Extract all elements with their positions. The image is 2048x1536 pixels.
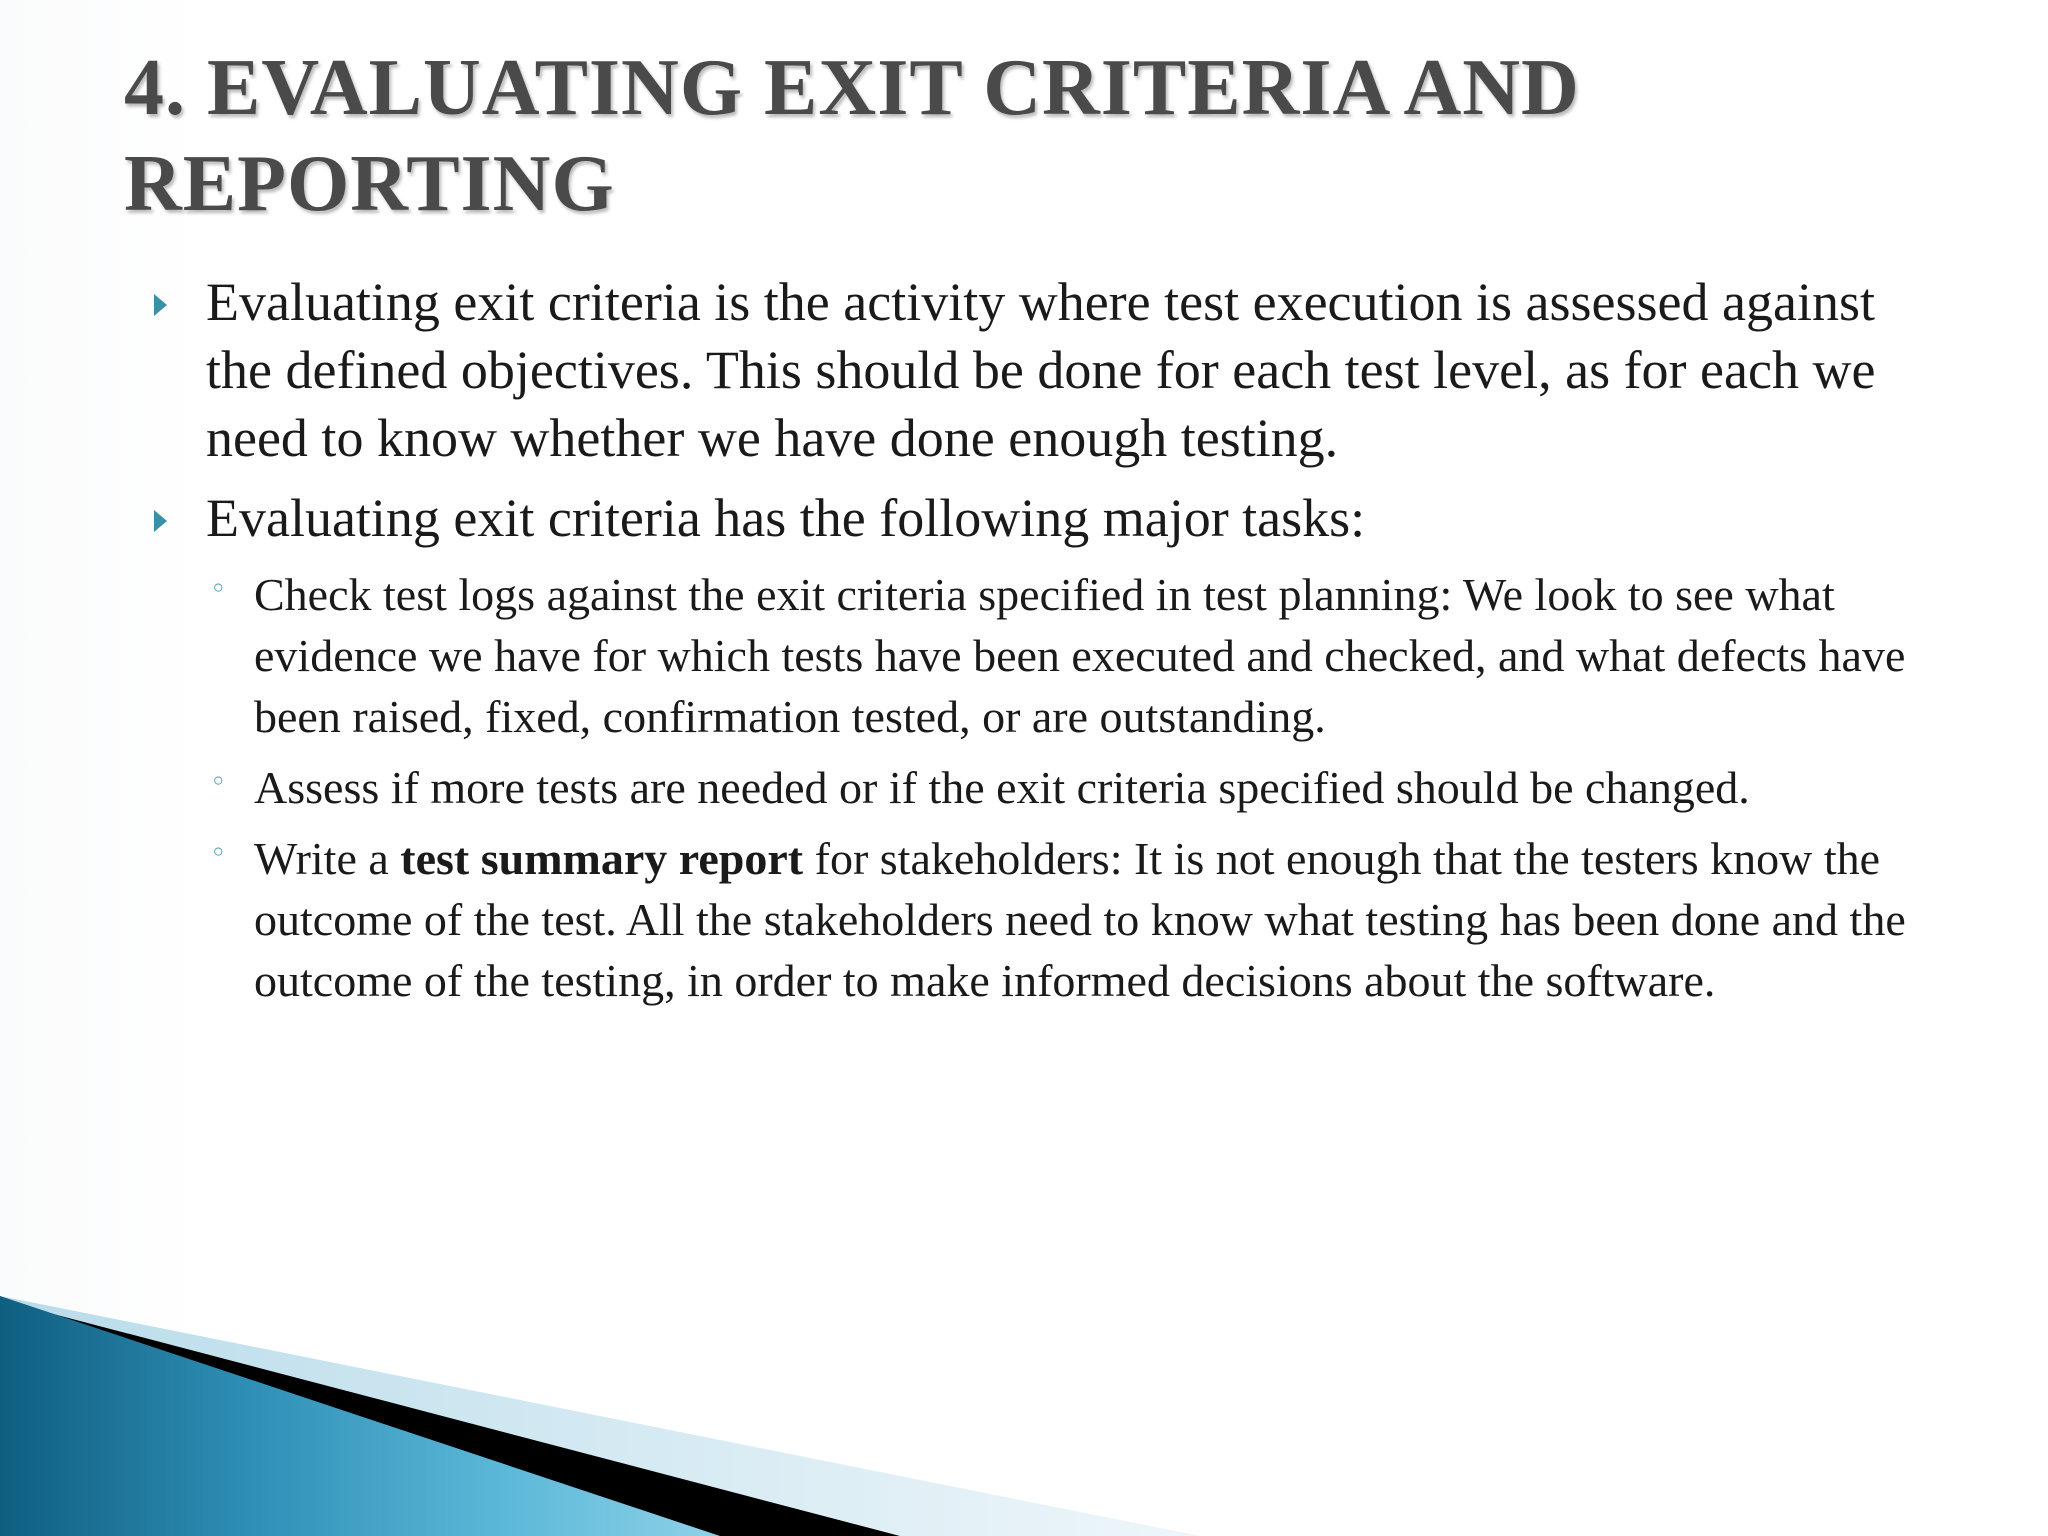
sub-bullet-text: Check test logs against the exit criteria specified in test planning: We look to see what evidence we have for which tests have been executed and checked, and what defects have been raised, fixed, confirmation tested, or are outstanding. [254,569,1906,742]
sub-bullet-text: Assess if more tests are needed or if the exit criteria specified should be changed. [254,762,1750,813]
sub-bullet-text-suffix: for stakeholders: It is not enough that the testers know the outcome of the test. All the stakeholders need to know what testing has been done and the outcome of the testing, in order to make informed decisions about the software. [254,833,1906,1006]
slide-title: 4. EVALUATING EXIT CRITERIA AND REPORTING [124,44,1580,228]
wave-pale [0,1296,1200,1536]
wave-black [0,1300,900,1536]
hollow-circle-icon: ◦ [210,765,227,798]
sub-bullet-list [196,564,1940,1011]
triangle-right-icon [154,294,167,316]
hollow-circle-icon: ◦ [210,836,227,869]
sub-bullet-item [196,828,1940,1011]
triangle-right-icon [154,510,167,532]
sub-bullet-item [196,757,1940,818]
wave-blue [0,1296,720,1536]
hollow-circle-icon: ◦ [210,572,227,605]
bullet-item [140,268,1940,472]
sub-bullet-text-bold: test summary report [400,833,804,884]
bullet-text: Evaluating exit criteria has the following major tasks: [206,488,1366,548]
slide-body [140,268,1940,1021]
bullet-text: Evaluating exit criteria is the activity where test execution is assessed against the defined objectives. This should be done for each test level, as for each we need to know whether we have done enough testing. [206,272,1876,468]
bullet-item [140,484,1940,552]
sub-bullet-item [196,564,1940,747]
sub-bullet-text-prefix: Write a [254,833,401,884]
